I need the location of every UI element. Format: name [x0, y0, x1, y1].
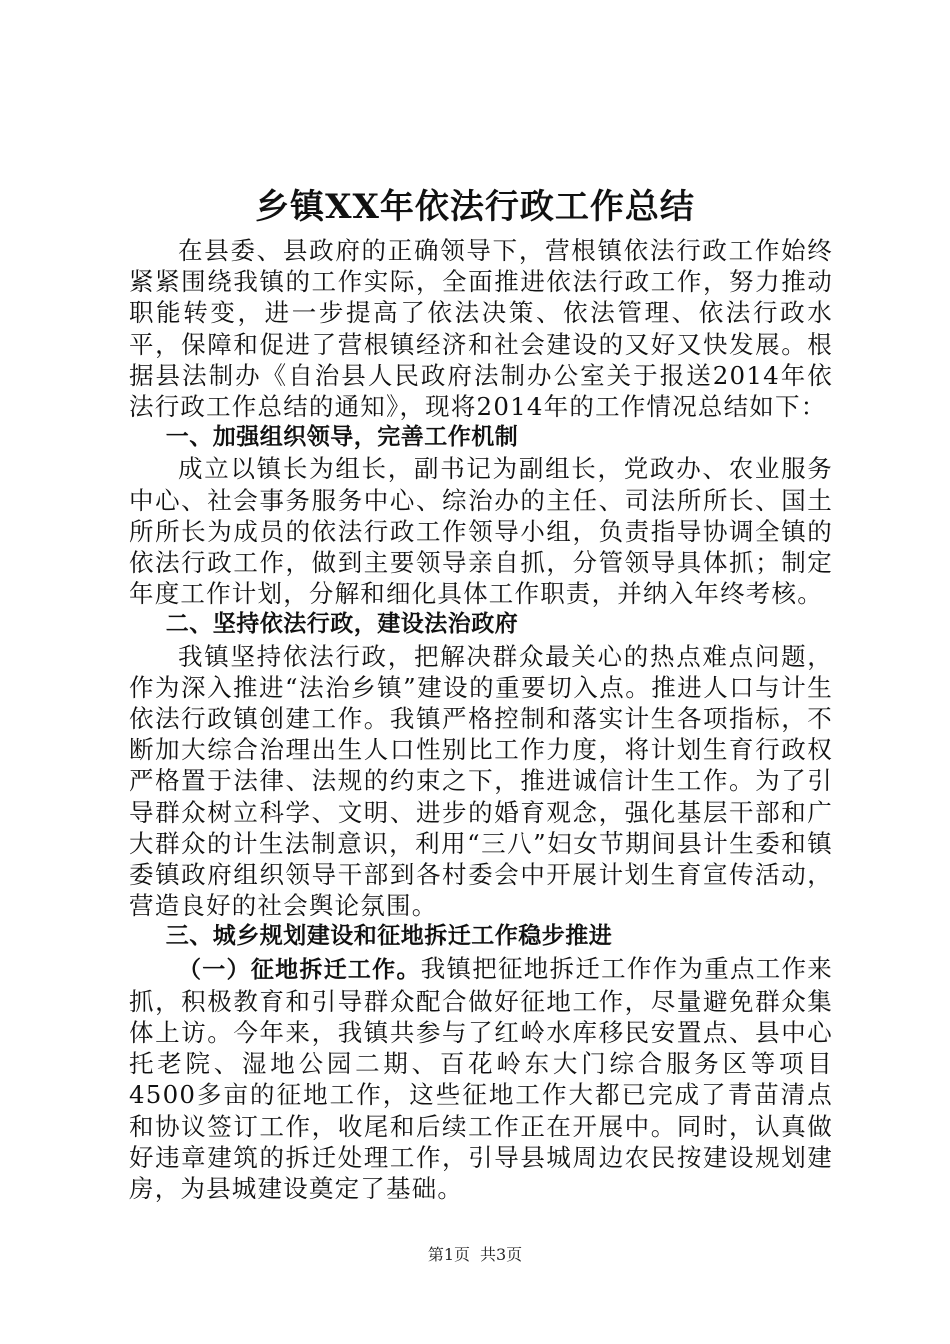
page-number-current: 第1页	[427, 1245, 470, 1264]
document-title: 乡镇XX年依法行政工作总结	[255, 187, 695, 227]
section-2-heading: 二、坚持依法行政，建设法治政府	[165, 611, 519, 638]
section-2-paragraph: 我镇坚持依法行政，把解决群众最关心的热点难点问题，作为深入推进“法治乡镇”建设的重要切入点。推进人口与计生依法行政镇创建工作。我镇严格控制和落实计生各项指标，不断加大综合治理出生人口性别比工作力度，将计划生育行政权严格置于法律、法规的约束之下，推进诚信计生工作。为了引导群众树立科学、文明、进步的婚育观念，强化基层干部和广大群众的计生法制意识，利用“三八”妇女节期间县计生委和镇委镇政府组织领导干部到各村委会中开展计划生育宣传活动，营造良好的社会舆论氛围。	[129, 641, 833, 921]
section-3-heading: 三、城乡规划建设和征地拆迁工作稳步推进	[165, 923, 613, 950]
document-body	[129, 235, 833, 1204]
intro-paragraph: 在县委、县政府的正确领导下，营根镇依法行政工作始终紧紧围绕我镇的工作实际，全面推进依法行政工作，努力推动职能转变，进一步提高了依法决策、依法管理、依法行政水平，保障和促进了营根镇经济和社会建设的又好又快发展。根据县法制办《自治县人民政府法制办公室关于报送2014年依法行政工作总结的通知》，现将2014年的工作情况总结如下：	[129, 236, 833, 422]
section-3-subheading: （一）征地拆迁工作。	[178, 956, 421, 983]
section-3-text: 我镇把征地拆迁工作作为重点工作来抓，积极教育和引导群众配合做好征地工作，尽量避免群众集体上访。今年来，我镇共参与了红岭水库移民安置点、县中心托老院、湿地公园二期、百花岭东大门综合服务区等项目4500多亩的征地工作，这些征地工作大都已完成了青苗清点和协议签订工作，收尾和后续工作正在开展中。同时，认真做好违章建筑的拆迁处理工作，引导县城周边农民按建设规划建房，为县城建设奠定了基础。	[129, 953, 833, 1204]
section-1-paragraph: 成立以镇长为组长，副书记为副组长，党政办、农业服务中心、社会事务服务中心、综治办的主任、司法所所长、国土所所长为成员的依法行政工作领导小组，负责指导协调全镇的依法行政工作，做到主要领导亲自抓，分管领导具体抓；制定年度工作计划，分解和细化具体工作职责，并纳入年终考核。	[129, 454, 833, 609]
section-3-paragraph	[129, 953, 833, 1205]
page-number-total: 共3页	[480, 1245, 523, 1264]
page-footer	[0, 1244, 950, 1266]
section-1-heading: 一、加强组织领导，完善工作机制	[165, 424, 519, 451]
